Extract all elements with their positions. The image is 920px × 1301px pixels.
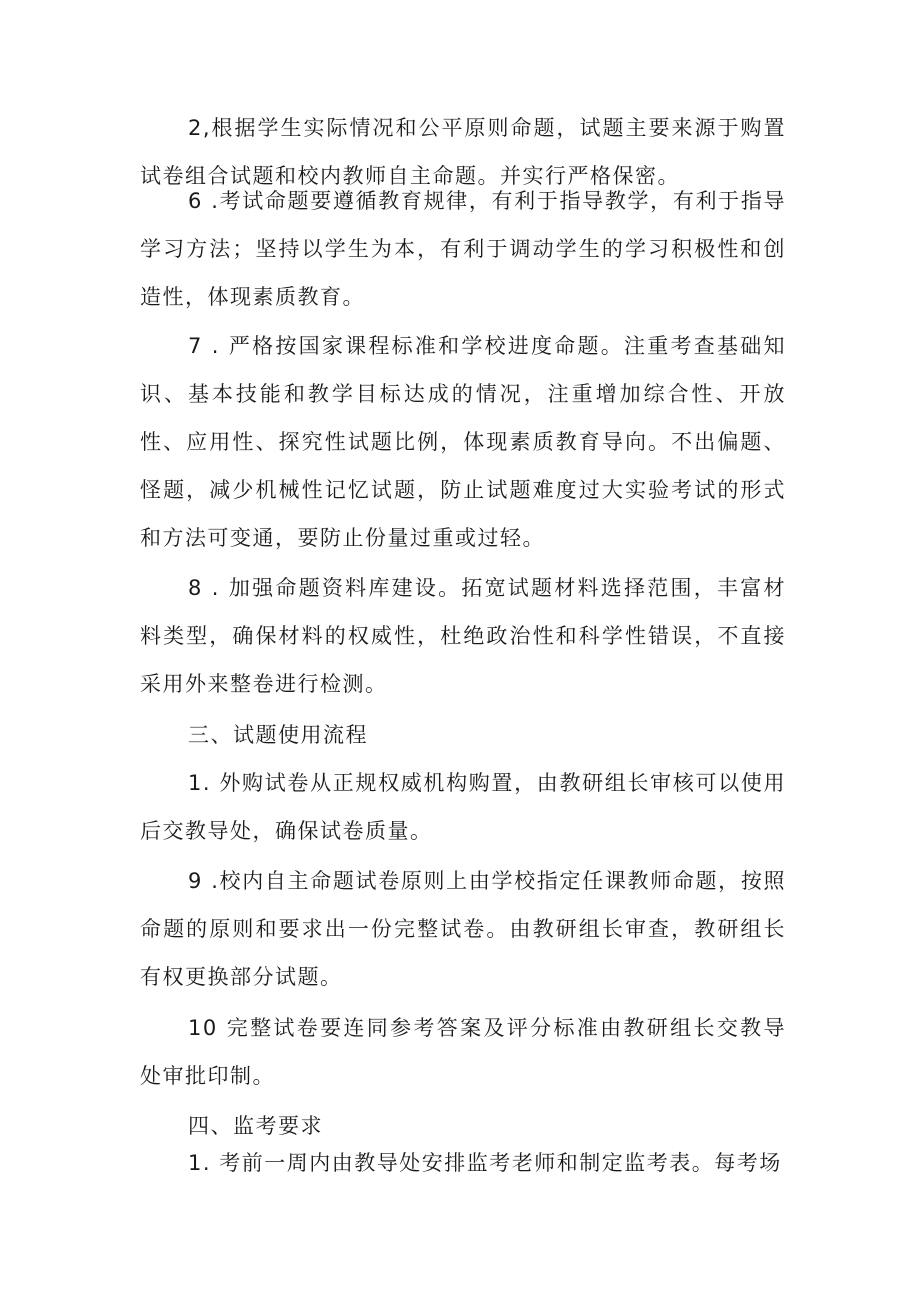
paragraph-item-6: 6 .考试命题要遵循教育规律，有利于指导教学，有利于指导学习方法；坚持以学生为本，有利于调动学生的学习积极性和创造性，体现素质教育。: [140, 189, 786, 309]
section-heading-4: 四、监考要求: [188, 1114, 323, 1138]
paragraph-item-2: 2,根据学生实际情况和公平原则命题，试题主要来源于购置试卷组合试题和校内教师自主命题。并实行严格保密。: [140, 116, 786, 188]
paragraph-item-7: 7 . 严格按国家课程标准和学校进度命题。注重考查基础知识、基本技能和教学目标达成的情况，注重增加综合性、开放性、应用性、探究性试题比例，体现素质教育导向。不出偏题、怪题，减少机械性记忆试题，防止试题难度过大实验考试的形式和方法可变通，要防止份量过重或过轻。: [140, 334, 786, 550]
paragraph-item-4-1: 1. 考前一周内由教导处安排监考老师和制定监考表。每考场: [188, 1151, 782, 1175]
section-heading-3: 三、试题使用流程: [188, 723, 368, 747]
paragraph-item-3-1: 1. 外购试卷从正规权威机构购置，由教研组长审核可以使用后交教导处，确保试卷质量。: [140, 771, 786, 843]
paragraph-item-10: 10 完整试卷要连同参考答案及评分标准由教研组长交教导处审批印制。: [140, 1016, 786, 1088]
paragraph-item-9: 9 .校内自主命题试卷原则上由学校指定任课教师命题，按照命题的原则和要求出一份完整试卷。由教研组长审查，教研组长有权更换部分试题。: [140, 869, 786, 989]
paragraph-item-8: 8 . 加强命题资料库建设。拓宽试题材料选择范围，丰富材料类型，确保材料的权威性，杜绝政治性和科学性错误，不直接采用外来整卷进行检测。: [140, 576, 786, 696]
